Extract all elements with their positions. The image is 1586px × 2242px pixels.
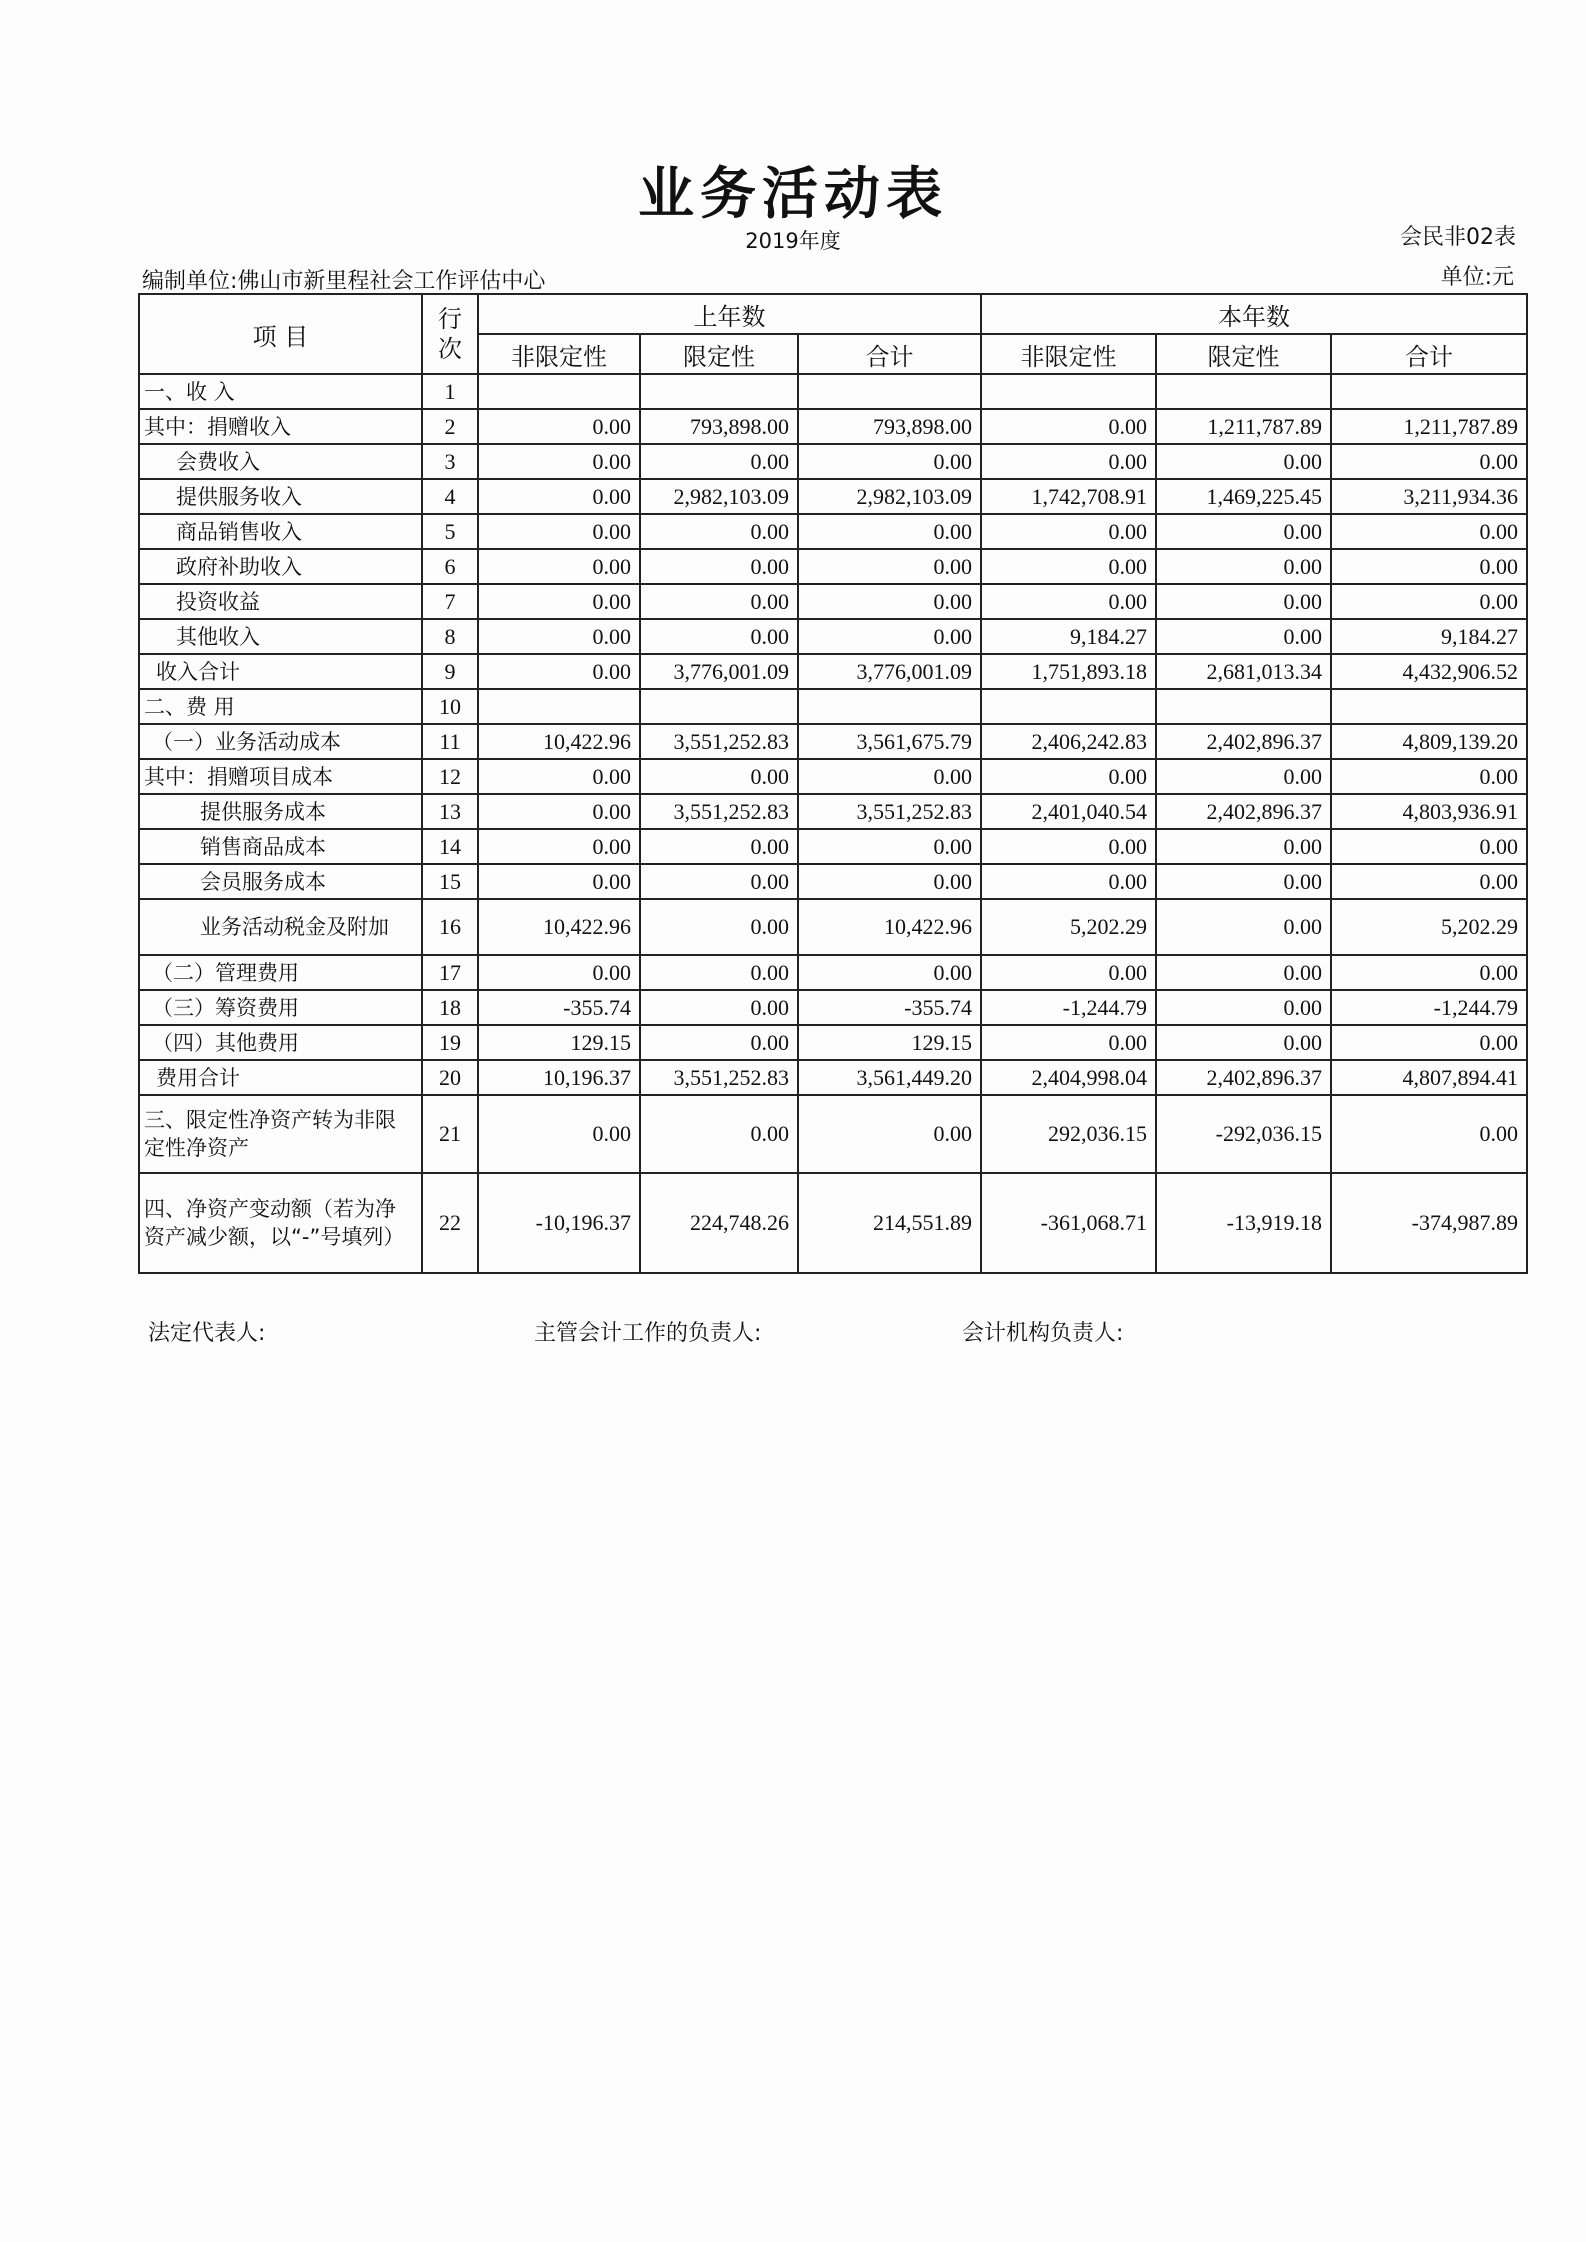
cell-curr-unrestricted: 0.00 <box>981 955 1156 990</box>
cell-curr-total: 0.00 <box>1331 444 1527 479</box>
cell-prev-unrestricted: 10,422.96 <box>478 724 640 759</box>
cell-curr-restricted: 1,211,787.89 <box>1156 409 1331 444</box>
cell-curr-total: 4,803,936.91 <box>1331 794 1527 829</box>
cell-prev-unrestricted: 0.00 <box>478 479 640 514</box>
row-seq: 14 <box>422 829 478 864</box>
row-item-label: 一、收 入 <box>139 374 422 409</box>
row-item-label: 商品销售收入 <box>139 514 422 549</box>
cell-curr-unrestricted: 2,406,242.83 <box>981 724 1156 759</box>
cell-curr-restricted: 0.00 <box>1156 829 1331 864</box>
cell-curr-restricted: 0.00 <box>1156 444 1331 479</box>
legal-representative-label: 法定代表人: <box>148 1321 266 1346</box>
cell-curr-restricted: 0.00 <box>1156 619 1331 654</box>
cell-prev-total: 3,551,252.83 <box>798 794 981 829</box>
cell-curr-restricted: 0.00 <box>1156 514 1331 549</box>
cell-prev-restricted <box>640 689 798 724</box>
cell-curr-restricted: 0.00 <box>1156 864 1331 899</box>
cell-curr-unrestricted: 0.00 <box>981 759 1156 794</box>
cell-prev-unrestricted: 0.00 <box>478 549 640 584</box>
cell-prev-total: 0.00 <box>798 549 981 584</box>
row-seq: 2 <box>422 409 478 444</box>
cell-curr-unrestricted: 0.00 <box>981 514 1156 549</box>
cell-curr-total: -374,987.89 <box>1331 1173 1527 1273</box>
cell-prev-total: 0.00 <box>798 1095 981 1173</box>
row-seq: 16 <box>422 899 478 955</box>
cell-prev-unrestricted: 0.00 <box>478 619 640 654</box>
table-row <box>139 1025 1527 1060</box>
cell-prev-total: 3,776,001.09 <box>798 654 981 689</box>
cell-curr-unrestricted: 9,184.27 <box>981 619 1156 654</box>
cell-prev-restricted: 0.00 <box>640 955 798 990</box>
cell-prev-total: 793,898.00 <box>798 409 981 444</box>
cell-curr-unrestricted: 0.00 <box>981 584 1156 619</box>
cell-prev-unrestricted <box>478 689 640 724</box>
table-row <box>139 759 1527 794</box>
cell-curr-unrestricted: 2,401,040.54 <box>981 794 1156 829</box>
cell-curr-restricted: 0.00 <box>1156 759 1331 794</box>
header-seq: 行次 <box>422 294 478 374</box>
cell-prev-restricted: 0.00 <box>640 619 798 654</box>
header-item: 项 目 <box>139 294 422 374</box>
table-row <box>139 689 1527 724</box>
cell-prev-unrestricted: 10,422.96 <box>478 899 640 955</box>
row-seq: 9 <box>422 654 478 689</box>
row-item-label: 会费收入 <box>139 444 422 479</box>
row-item-label: 业务活动税金及附加 <box>139 899 422 955</box>
cell-prev-unrestricted: 0.00 <box>478 794 640 829</box>
currency-unit: 单位:元 <box>1440 265 1514 290</box>
cell-prev-total: 0.00 <box>798 829 981 864</box>
cell-prev-restricted: 224,748.26 <box>640 1173 798 1273</box>
cell-prev-total: 0.00 <box>798 584 981 619</box>
cell-curr-total: 3,211,934.36 <box>1331 479 1527 514</box>
cell-prev-unrestricted: 10,196.37 <box>478 1060 640 1095</box>
cell-curr-total: 1,211,787.89 <box>1331 409 1527 444</box>
row-seq: 15 <box>422 864 478 899</box>
cell-prev-unrestricted: 0.00 <box>478 829 640 864</box>
cell-prev-restricted: 0.00 <box>640 444 798 479</box>
accounting-dept-label: 会计机构负责人: <box>962 1321 1124 1346</box>
table-row <box>139 549 1527 584</box>
business-activity-table <box>138 293 1528 1274</box>
row-seq: 7 <box>422 584 478 619</box>
header-curr-unrestricted: 非限定性 <box>981 334 1156 374</box>
cell-curr-unrestricted <box>981 374 1156 409</box>
row-seq: 1 <box>422 374 478 409</box>
table-row <box>139 794 1527 829</box>
cell-curr-total: 0.00 <box>1331 1025 1527 1060</box>
header-prev-restricted: 限定性 <box>640 334 798 374</box>
cell-curr-unrestricted: 292,036.15 <box>981 1095 1156 1173</box>
cell-curr-unrestricted <box>981 689 1156 724</box>
cell-prev-unrestricted: 0.00 <box>478 759 640 794</box>
table-row <box>139 724 1527 759</box>
row-seq: 10 <box>422 689 478 724</box>
cell-prev-restricted: 3,551,252.83 <box>640 1060 798 1095</box>
cell-prev-total: 129.15 <box>798 1025 981 1060</box>
row-seq: 5 <box>422 514 478 549</box>
cell-prev-total: 0.00 <box>798 759 981 794</box>
table-row <box>139 955 1527 990</box>
cell-curr-total: 0.00 <box>1331 759 1527 794</box>
cell-curr-total: 9,184.27 <box>1331 619 1527 654</box>
row-item-label: 提供服务收入 <box>139 479 422 514</box>
row-seq: 11 <box>422 724 478 759</box>
cell-curr-unrestricted: 2,404,998.04 <box>981 1060 1156 1095</box>
cell-curr-restricted: 2,681,013.34 <box>1156 654 1331 689</box>
row-seq: 20 <box>422 1060 478 1095</box>
row-item-label: 会员服务成本 <box>139 864 422 899</box>
row-item-label: （一）业务活动成本 <box>139 724 422 759</box>
cell-prev-restricted: 0.00 <box>640 549 798 584</box>
cell-prev-restricted: 2,982,103.09 <box>640 479 798 514</box>
cell-prev-total: 0.00 <box>798 619 981 654</box>
cell-curr-restricted: 0.00 <box>1156 955 1331 990</box>
table-row <box>139 1173 1527 1273</box>
row-item-label: 其他收入 <box>139 619 422 654</box>
cell-curr-restricted: 0.00 <box>1156 899 1331 955</box>
cell-curr-unrestricted: -1,244.79 <box>981 990 1156 1025</box>
row-item-label: 其中：捐赠项目成本 <box>139 759 422 794</box>
cell-prev-total: 2,982,103.09 <box>798 479 981 514</box>
cell-curr-total <box>1331 689 1527 724</box>
cell-prev-unrestricted: 0.00 <box>478 409 640 444</box>
table-row <box>139 990 1527 1025</box>
cell-curr-restricted <box>1156 689 1331 724</box>
cell-prev-restricted: 0.00 <box>640 1025 798 1060</box>
cell-prev-restricted: 3,551,252.83 <box>640 794 798 829</box>
cell-curr-unrestricted: 0.00 <box>981 409 1156 444</box>
table-body <box>139 374 1527 1273</box>
row-item-label: 销售商品成本 <box>139 829 422 864</box>
table-row <box>139 829 1527 864</box>
cell-prev-restricted: 0.00 <box>640 584 798 619</box>
cell-prev-unrestricted: 0.00 <box>478 654 640 689</box>
table-row <box>139 864 1527 899</box>
table-row <box>139 444 1527 479</box>
cell-prev-restricted <box>640 374 798 409</box>
row-seq: 3 <box>422 444 478 479</box>
cell-prev-total: 3,561,675.79 <box>798 724 981 759</box>
cell-curr-total: 0.00 <box>1331 584 1527 619</box>
cell-curr-total: -1,244.79 <box>1331 990 1527 1025</box>
accounting-head-label: 主管会计工作的负责人: <box>534 1321 762 1346</box>
cell-curr-total <box>1331 374 1527 409</box>
cell-curr-restricted <box>1156 374 1331 409</box>
cell-prev-restricted: 0.00 <box>640 864 798 899</box>
cell-curr-unrestricted: 0.00 <box>981 444 1156 479</box>
cell-prev-unrestricted: 0.00 <box>478 1095 640 1173</box>
cell-prev-restricted: 0.00 <box>640 514 798 549</box>
cell-prev-unrestricted: 0.00 <box>478 514 640 549</box>
table-row <box>139 1060 1527 1095</box>
report-year: 2019年度 <box>745 229 841 253</box>
header-prev-unrestricted: 非限定性 <box>478 334 640 374</box>
cell-prev-unrestricted <box>478 374 640 409</box>
row-item-label: （三）筹资费用 <box>139 990 422 1025</box>
cell-curr-total: 4,807,894.41 <box>1331 1060 1527 1095</box>
cell-curr-unrestricted: 0.00 <box>981 549 1156 584</box>
cell-curr-unrestricted: 0.00 <box>981 864 1156 899</box>
cell-curr-total: 0.00 <box>1331 1095 1527 1173</box>
cell-curr-restricted: 0.00 <box>1156 549 1331 584</box>
cell-curr-total: 4,432,906.52 <box>1331 654 1527 689</box>
row-seq: 12 <box>422 759 478 794</box>
header-curr-total: 合计 <box>1331 334 1527 374</box>
row-item-label: 四、净资产变动额（若为净资产减少额，以“-”号填列） <box>139 1173 422 1273</box>
cell-curr-total: 4,809,139.20 <box>1331 724 1527 759</box>
cell-prev-total: -355.74 <box>798 990 981 1025</box>
cell-prev-restricted: 793,898.00 <box>640 409 798 444</box>
table-row <box>139 584 1527 619</box>
cell-curr-total: 0.00 <box>1331 514 1527 549</box>
cell-prev-unrestricted: 0.00 <box>478 864 640 899</box>
table-row <box>139 619 1527 654</box>
cell-curr-restricted: -13,919.18 <box>1156 1173 1331 1273</box>
cell-curr-restricted: 0.00 <box>1156 584 1331 619</box>
row-item-label: 其中：捐赠收入 <box>139 409 422 444</box>
header-curr-restricted: 限定性 <box>1156 334 1331 374</box>
cell-prev-unrestricted: -10,196.37 <box>478 1173 640 1273</box>
cell-curr-unrestricted: 0.00 <box>981 1025 1156 1060</box>
cell-curr-unrestricted: 0.00 <box>981 829 1156 864</box>
cell-prev-unrestricted: 0.00 <box>478 584 640 619</box>
row-seq: 22 <box>422 1173 478 1273</box>
cell-curr-total: 0.00 <box>1331 549 1527 584</box>
table-row <box>139 899 1527 955</box>
cell-prev-restricted: 0.00 <box>640 759 798 794</box>
cell-prev-total: 0.00 <box>798 444 981 479</box>
row-seq: 6 <box>422 549 478 584</box>
cell-prev-unrestricted: 0.00 <box>478 444 640 479</box>
cell-curr-total: 0.00 <box>1331 955 1527 990</box>
row-item-label: 三、限定性净资产转为非限定性净资产 <box>139 1095 422 1173</box>
cell-prev-restricted: 0.00 <box>640 899 798 955</box>
row-seq: 18 <box>422 990 478 1025</box>
row-seq: 21 <box>422 1095 478 1173</box>
cell-prev-restricted: 0.00 <box>640 1095 798 1173</box>
cell-prev-total: 10,422.96 <box>798 899 981 955</box>
cell-prev-unrestricted: 129.15 <box>478 1025 640 1060</box>
table-row <box>139 654 1527 689</box>
header-curr-year: 本年数 <box>981 294 1527 334</box>
cell-curr-restricted: -292,036.15 <box>1156 1095 1331 1173</box>
table-row <box>139 514 1527 549</box>
cell-curr-total: 0.00 <box>1331 864 1527 899</box>
cell-prev-unrestricted: -355.74 <box>478 990 640 1025</box>
header-prev-year: 上年数 <box>478 294 981 334</box>
row-item-label: 二、费 用 <box>139 689 422 724</box>
cell-curr-unrestricted: 5,202.29 <box>981 899 1156 955</box>
cell-curr-total: 0.00 <box>1331 829 1527 864</box>
cell-prev-total: 214,551.89 <box>798 1173 981 1273</box>
cell-prev-total <box>798 374 981 409</box>
row-item-label: 投资收益 <box>139 584 422 619</box>
header-prev-total: 合计 <box>798 334 981 374</box>
row-seq: 4 <box>422 479 478 514</box>
cell-curr-restricted: 2,402,896.37 <box>1156 794 1331 829</box>
cell-curr-restricted: 2,402,896.37 <box>1156 1060 1331 1095</box>
cell-prev-unrestricted: 0.00 <box>478 955 640 990</box>
cell-prev-restricted: 3,551,252.83 <box>640 724 798 759</box>
row-seq: 19 <box>422 1025 478 1060</box>
cell-prev-total: 3,561,449.20 <box>798 1060 981 1095</box>
unit-name: 编制单位:佛山市新里程社会工作评估中心 <box>142 269 546 294</box>
row-item-label: 提供服务成本 <box>139 794 422 829</box>
cell-curr-unrestricted: -361,068.71 <box>981 1173 1156 1273</box>
row-item-label: 收入合计 <box>139 654 422 689</box>
table-row <box>139 409 1527 444</box>
cell-curr-restricted: 1,469,225.45 <box>1156 479 1331 514</box>
report-title: 业务活动表 <box>638 162 948 227</box>
row-seq: 17 <box>422 955 478 990</box>
cell-prev-restricted: 3,776,001.09 <box>640 654 798 689</box>
cell-prev-total: 0.00 <box>798 955 981 990</box>
cell-prev-total <box>798 689 981 724</box>
row-item-label: 费用合计 <box>139 1060 422 1095</box>
cell-prev-total: 0.00 <box>798 864 981 899</box>
cell-prev-total: 0.00 <box>798 514 981 549</box>
cell-curr-restricted: 2,402,896.37 <box>1156 724 1331 759</box>
cell-curr-restricted: 0.00 <box>1156 1025 1331 1060</box>
cell-prev-restricted: 0.00 <box>640 829 798 864</box>
cell-curr-total: 5,202.29 <box>1331 899 1527 955</box>
row-seq: 13 <box>422 794 478 829</box>
row-item-label: （四）其他费用 <box>139 1025 422 1060</box>
cell-curr-unrestricted: 1,742,708.91 <box>981 479 1156 514</box>
row-item-label: （二）管理费用 <box>139 955 422 990</box>
cell-curr-unrestricted: 1,751,893.18 <box>981 654 1156 689</box>
table-row <box>139 479 1527 514</box>
table-row <box>139 1095 1527 1173</box>
form-code: 会民非02表 <box>1400 225 1516 250</box>
table-row <box>139 374 1527 409</box>
cell-prev-restricted: 0.00 <box>640 990 798 1025</box>
row-seq: 8 <box>422 619 478 654</box>
table-header-row-1 <box>139 294 1527 334</box>
cell-curr-restricted: 0.00 <box>1156 990 1331 1025</box>
row-item-label: 政府补助收入 <box>139 549 422 584</box>
